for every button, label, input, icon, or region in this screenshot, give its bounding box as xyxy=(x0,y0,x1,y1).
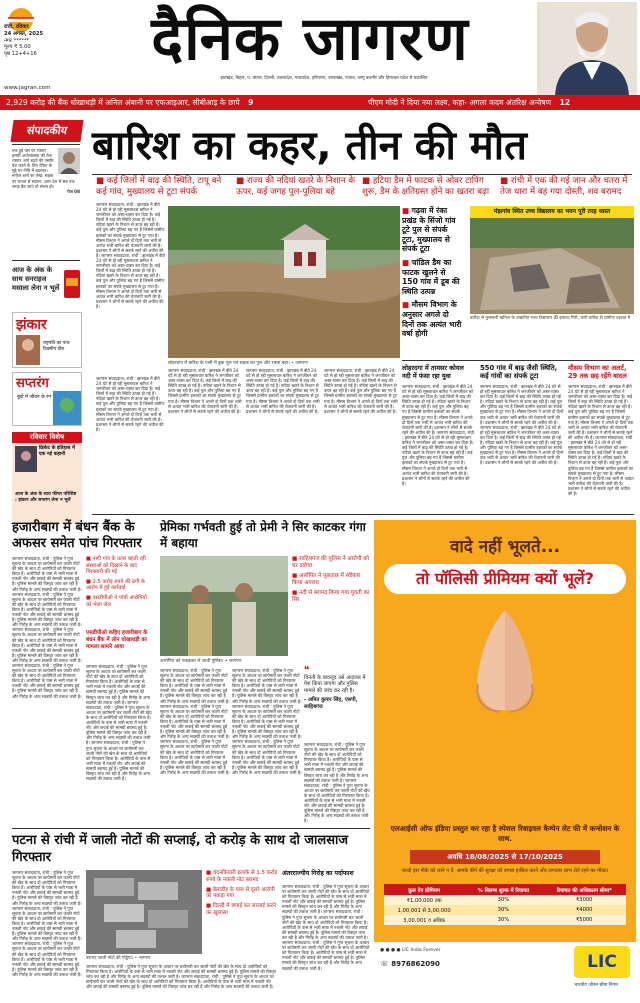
ad-table-cell: ₹3000 xyxy=(575,897,593,903)
ad-whatsapp[interactable]: ☏ 8976862090 xyxy=(380,960,440,968)
key-point-2: ■ चांडिल डैम का फाटक खुलने से 150 गांव में डूब की स्थिति उत्पन्न xyxy=(402,257,460,296)
ticker-right-text: पीएम मोदी ने दिया नया लक्ष्य, कहा- अगला कदम अंतरिक्ष अन्वेषण xyxy=(368,98,552,107)
key-point-1: ■ गढ़वा में रंका प्रखंड के सिंजो गांव टूटे पुल से संपर्क टूटा, मुख्यालय से संपर्क टूटा xyxy=(402,206,456,254)
villages-text: जागरण संवाददाता, रांची : झारखंड में बीते 24 घंटे से हो रही मूसलाधार बारिश ने जनजीवन को अस्त-व्यस्त कर दिया है। कई जिलों में बाढ़ की स्थिति उत्पन्न हो गई है। नदियां खतरे के निशान से ऊपर बह रही हैं। कई पुल और पुलिया बह गए हैं जिससे ग्रामीण इलाकों का संपर्क मुख्यालय से टूट गया है। मौसम विभाग ने अगले दो दिनों तक भारी से अत्यंत भारी बारिश की चेतावनी जारी की है। प्रशासन ने लोगों से सतर्क रहने की अपील की है। जागरण संवाददाता, रांची : झारखंड में बीते 24 घंटे से हो रही मूसलाधार बारिश ने जनजीवन को अस्त-व्यस्त कर दिया है। कई जिलों में बाढ़ की स्थिति उत्पन्न हो गई है। नदियां खतरे के निशान से ऊपर बह रही हैं। कई पुल और पुलिया बह गए हैं जिससे ग्रामीण इलाकों का संपर्क मुख्यालय से टूट गया है। मौसम विभाग ने अगले दो दिनों तक भारी से अत्यंत भारी बारिश की चेतावनी जारी की है। प्रशासन ने लोगों से सतर्क रहने की अपील की है। xyxy=(480,384,564,466)
masthead-title: दैनिक जागरण xyxy=(151,4,469,74)
divider xyxy=(402,360,634,361)
ad-table-cell: 3,00,001 व अधिक xyxy=(403,918,446,924)
jagran-sun-logo-icon xyxy=(4,4,38,22)
ticker-right-page: 12 xyxy=(559,98,571,107)
notes-bullet-3: ■ दिल्ली में छपाई कर सप्लाई करने का खुलासा xyxy=(206,903,277,916)
divider xyxy=(92,514,634,515)
divider xyxy=(12,260,80,261)
notes-side-head: अंतरराज्यीय गिरोह का पर्दाफाश xyxy=(282,870,354,877)
masthead-meta xyxy=(4,24,66,58)
ravivar-special-box xyxy=(12,432,82,524)
editorial-summary xyxy=(12,148,80,258)
lead-article-col-3: जागरण संवाददाता, रांची : झारखंड में बीते 24 घंटे से हो रही मूसलाधार बारिश ने जनजीवन को अस्त-व्यस्त कर दिया है। कई जिलों में बाढ़ की स्थिति उत्पन्न हो गई है। नदियां खतरे के निशान से ऊपर बह रही हैं। कई पुल और पुलिया बह गए हैं जिससे ग्रामीण इलाकों का संपर्क मुख्यालय से टूट गया है। मौसम विभाग ने अगले दो दिनों तक भारी से अत्यंत भारी बारिश की चेतावनी जारी की है। प्रशासन ने लोगों से सतर्क रहने की अपील की है। xyxy=(246,368,320,414)
ravivar-text: क्रिकेट के इतिहास में एक नई कहानी xyxy=(39,446,75,457)
key-point-3: ■ मौसम विभाग के अनुसार अगले दो दिनों तक अत्यंत भारी वर्षा होगी xyxy=(402,300,462,339)
ganga-bullet-1: ■ साहिबगंज की पुलिस ने आरोपी को धर दबोचा xyxy=(292,556,369,569)
ganga-photo-caption: आरोपित को पकड़कर ले जाती पुलिस। • जागरण xyxy=(160,659,242,664)
lead-bullet-3: ■ हटिया डैम में फाटक से ओवर टापिंग शुरू, डैम के क्षतिग्रस्त होने का खतरा बढ़ा xyxy=(362,176,490,197)
lead-bullet-4: ■ रांची में एक की गई जान और चतरा में तेज धारा में बह गया दोस्ती, शव बरामद xyxy=(500,176,628,197)
ad-table-cell: ₹5000 xyxy=(575,917,593,923)
divider xyxy=(12,144,80,145)
ravivar-photo xyxy=(15,446,37,472)
ganga-bullets xyxy=(292,556,370,604)
praying-hands-image xyxy=(444,604,566,714)
hazaribagh-bullet-1: ■ नागी गांव के ऊपर बहती रही संस्थाओं को दिखाने के बाद गिरफ्तारी की गई xyxy=(86,556,146,576)
saptrang-cover-image xyxy=(53,391,81,425)
ad-footer xyxy=(374,942,636,999)
editorial-text: एक हुई यस एट रफ्तार : हमारी अर्थव्यवस्था की तेज रफ्तार आगे बढ़ने की तस्वीर पेश करने के लिए टेरिफ के मुद्दे पर नीति में बदलाव। मनोज शर्मा का लेख: सड़क पर जनता से सवाल: अगर देश में सब एक जगह बैठ जाएं तो संभव हो। xyxy=(12,148,75,189)
ad-table-header: कुल देय प्रीमियम xyxy=(408,887,441,894)
ad-table-cell: 1,00,001 से 3,00,000 xyxy=(397,908,451,914)
price: मूल्य ₹ 5.00 xyxy=(4,44,31,51)
date-line: रांची, रविवार xyxy=(4,24,29,30)
ganga-text-2: जागरण संवाददाता, रांची : पुलिस ने गुप्त सूचना के आधार पर छापेमारी कर जाली नोटों की खेप के साथ दो आरोपियों को गिरफ्तार किया है। आरोपियों के पास से भारी मात्रा में नकली नोट और छपाई की सामग्री बरामद हुई है। पुलिस मामले की विस्तृत जांच कर रही है और गिरोह के अन्य सदस्यों की तलाश जारी है। जागरण संवाददाता, रांची : पुलिस ने गुप्त सूचना के आधार पर छापेमारी कर जाली नोटों की खेप के साथ दो आरोपियों को गिरफ्तार किया है। आरोपियों के पास से भारी मात्रा में नकली नोट और छपाई की सामग्री बरामद हुई है। पुलिस मामले की विस्तृत जांच कर रही है और गिरोह के अन्य सदस्यों की तलाश जारी है। जागरण संवाददाता, रांची : पुलिस ने गुप्त सूचना के आधार पर छापेमारी कर जाली नोटों की खेप के साथ दो आरोपियों को गिरफ्तार किया है। आरोपियों के पास से भारी मात्रा में नकली नोट और छपाई की सामग्री बरामद हुई है। पुलिस मामले की विस्तृत जांच कर रही है और गिरोह के अन्य सदस्यों की तलाश जारी है। xyxy=(232,668,302,775)
ad-table-cell: 30% xyxy=(497,917,510,923)
ad-period: अवधि 18/08/2025 से 17/10/2025 xyxy=(410,850,600,864)
saptrang-title: सप्तरंग xyxy=(16,376,49,391)
lead-article-col-1b: जागरण संवाददाता, रांची : झारखंड में बीते 24 घंटे से हो रही मूसलाधार बारिश ने जनजीवन को अस्त-व्यस्त कर दिया है। कई जिलों में बाढ़ की स्थिति उत्पन्न हो गई है। नदियां खतरे के निशान से ऊपर बह रही हैं। कई पुल और पुलिया बह गए हैं जिससे ग्रामीण इलाकों का संपर्क मुख्यालय से टूट गया है। मौसम विभाग ने अगले दो दिनों तक भारी से अत्यंत भारी बारिश की चेतावनी जारी की है। प्रशासन ने लोगों से सतर्क रहने की अपील की है। xyxy=(96,376,165,432)
lic-advertisement[interactable] xyxy=(374,520,636,999)
ticker-left-text: 2,929 करोड़ की बैंक धोखाधड़ी में अनिल अंबानी पर एफआइआर, सीबीआइ के छापे xyxy=(6,98,240,107)
notes-bullet-2: ■ बेलाडीह के पास से दूसरे आरोपी को पकड़ा गया xyxy=(206,886,275,900)
fake-notes-text-1: जागरण संवाददाता, रांची : पुलिस ने गुप्त सूचना के आधार पर छापेमारी कर जाली नोटों की खेप के साथ दो आरोपियों को गिरफ्तार किया है। आरोपियों के पास से भारी मात्रा में नकली नोट और छपाई की सामग्री बरामद हुई है। पुलिस मामले की विस्तृत जांच कर रही है और गिरोह के अन्य सदस्यों की तलाश जारी है। जागरण संवाददाता, रांची : पुलिस ने गुप्त सूचना के आधार पर छापेमारी कर जाली नोटों की खेप के साथ दो आरोपियों को गिरफ्तार किया है। आरोपियों के पास से भारी मात्रा में नकली नोट और छपाई की सामग्री बरामद हुई है। पुलिस मामले की विस्तृत जांच कर रही है और गिरोह के अन्य सदस्यों की तलाश जारी है। जागरण संवाददाता, रांची : पुलिस ने गुप्त सूचना के आधार पर छापेमारी कर जाली नोटों की खेप के साथ दो आरोपियों को गिरफ्तार किया है। आरोपियों के पास से भारी मात्रा में नकली नोट और छपाई की सामग्री बरामद हुई है। पुलिस मामले की विस्तृत जांच कर रही है और गिरोह के अन्य सदस्यों की तलाश जारी है। xyxy=(12,870,82,977)
collapsed-school-photo xyxy=(470,218,634,314)
hazaribagh-text-2: जागरण संवाददाता, रांची : पुलिस ने गुप्त सूचना के आधार पर छापेमारी कर जाली नोटों की खेप के साथ दो आरोपियों को गिरफ्तार किया है। आरोपियों के पास से भारी मात्रा में नकली नोट और छपाई की सामग्री बरामद हुई है। पुलिस मामले की विस्तृत जांच कर रही है और गिरोह के अन्य सदस्यों की तलाश जारी है। जागरण संवाददाता, रांची : पुलिस ने गुप्त सूचना के आधार पर छापेमारी कर जाली नोटों की खेप के साथ दो आरोपियों को गिरफ्तार किया है। आरोपियों के पास से भारी मात्रा में नकली नोट और छपाई की सामग्री बरामद हुई है। पुलिस मामले की विस्तृत जांच कर रही है और गिरोह के अन्य सदस्यों की तलाश जारी है। जागरण संवाददाता, रांची : पुलिस ने गुप्त सूचना के आधार पर छापेमारी कर जाली नोटों की खेप के साथ दो आरोपियों को गिरफ्तार किया है। आरोपियों के पास से भारी मात्रा में नकली नोट और छपाई की सामग्री बरामद हुई है। पुलिस मामले की विस्तृत जांच कर रही है और गिरोह के अन्य सदस्यों की तलाश जारी है। xyxy=(86,664,152,782)
ganga-text-1: जागरण संवाददाता, रांची : पुलिस ने गुप्त सूचना के आधार पर छापेमारी कर जाली नोटों की खेप के साथ दो आरोपियों को गिरफ्तार किया है। आरोपियों के पास से भारी मात्रा में नकली नोट और छपाई की सामग्री बरामद हुई है। पुलिस मामले की विस्तृत जांच कर रही है और गिरोह के अन्य सदस्यों की तलाश जारी है। जागरण संवाददाता, रांची : पुलिस ने गुप्त सूचना के आधार पर छापेमारी कर जाली नोटों की खेप के साथ दो आरोपियों को गिरफ्तार किया है। आरोपियों के पास से भारी मात्रा में नकली नोट और छपाई की सामग्री बरामद हुई है। पुलिस मामले की विस्तृत जांच कर रही है और गिरोह के अन्य सदस्यों की तलाश जारी है। जागरण संवाददाता, रांची : पुलिस ने गुप्त सूचना के आधार पर छापेमारी कर जाली नोटों की खेप के साथ दो आरोपियों को गिरफ्तार किया है। आरोपियों के पास से भारी मात्रा में नकली नोट और छपाई की सामग्री बरामद हुई है। पुलिस मामले की विस्तृत जांच कर रही है और गिरोह के अन्य सदस्यों की तलाश जारी है। xyxy=(160,668,230,775)
editorial-page-ref[interactable]: पेज 08 xyxy=(67,188,80,194)
weather-alert-text: जागरण संवाददाता, रांची : झारखंड में बीते 24 घंटे से हो रही मूसलाधार बारिश ने जनजीवन को अस्त-व्यस्त कर दिया है। कई जिलों में बाढ़ की स्थिति उत्पन्न हो गई है। नदियां खतरे के निशान से ऊपर बह रही हैं। कई पुल और पुलिया बह गए हैं जिससे ग्रामीण इलाकों का संपर्क मुख्यालय से टूट गया है। मौसम विभाग ने अगले दो दिनों तक भारी से अत्यंत भारी बारिश की चेतावनी जारी की है। प्रशासन ने लोगों से सतर्क रहने की अपील की है। जागरण संवाददाता, रांची : झारखंड में बीते 24 घंटे से हो रही मूसलाधार बारिश ने जनजीवन को अस्त-व्यस्त कर दिया है। कई जिलों में बाढ़ की स्थिति उत्पन्न हो गई है। नदियां खतरे के निशान से ऊपर बह रही हैं। कई पुल और पुलिया बह गए हैं जिससे ग्रामीण इलाकों का संपर्क मुख्यालय से टूट गया है। मौसम विभाग ने अगले दो दिनों तक भारी से अत्यंत भारी बारिश की चेतावनी जारी की है। प्रशासन ने लोगों से सतर्क रहने की अपील की है। xyxy=(568,384,634,496)
hazaribagh-box-head: एसडीपीओ कहिए हजारीबाग के बंधन बैंक में लोन धोखाधड़ी का मामला सामने आया xyxy=(86,630,148,650)
fake-notes-text-2: जागरण संवाददाता, रांची : पुलिस ने गुप्त सूचना के आधार पर छापेमारी कर जाली नोटों की खेप के साथ दो आरोपियों को गिरफ्तार किया है। आरोपियों के पास से भारी मात्रा में नकली नोट और छपाई की सामग्री बरामद हुई है। पुलिस मामले की विस्तृत जांच कर रही है और गिरोह के अन्य सदस्यों की तलाश जारी है। जागरण संवाददाता, रांची : पुलिस ने गुप्त सूचना के आधार पर छापेमारी कर जाली नोटों की खेप के साथ दो आरोपियों को गिरफ्तार किया है। आरोपियों के पास से भारी मात्रा में नकली नोट और छपाई की सामग्री बरामद हुई है। पुलिस मामले की विस्तृत जांच कर रही है और गिरोह के अन्य सदस्यों की तलाश जारी है। जागरण संवाददाता, रांची : पुलिस ने गुप्त सूचना के आधार पर छापेमारी कर जाली नोटों की खेप के साथ दो आरोपियों को गिरफ्तार किया है। आरोपियों के पास से भारी मात्रा में नकली नोट और छपाई की सामग्री बरामद हुई है। पुलिस मामले की विस्तृत जांच कर रही है और गिरोह के अन्य सदस्यों की तलाश जारी है। xyxy=(282,884,370,971)
editorial-heading: संपादकीय xyxy=(10,120,83,142)
pages: पृष्ठ 12+4+16 xyxy=(4,51,37,58)
ganga-quote: ❝ विनती के बावजूद उसे अदालत में पेश किया जाएगा और पुलिस मामले की जांच कर रही है। - अमित कुमार सिंह, एसपी, साहिबगंज xyxy=(304,665,366,710)
ad-table-cell: 30% xyxy=(497,897,510,903)
ad-contact: जल्दी इस मौके को जाने न दें. आपके बीमे की सुरक्षा को वापस हासिल करने और लगातार लाभ लेते रहने का मौका। xyxy=(401,868,609,874)
masala-pack-icon xyxy=(62,268,82,300)
ad-table-cell: ₹1,00,000 तक xyxy=(406,898,442,904)
lead-article-col-2: जागरण संवाददाता, रांची : झारखंड में बीते 24 घंटे से हो रही मूसलाधार बारिश ने जनजीवन को अस्त-व्यस्त कर दिया है। कई जिलों में बाढ़ की स्थिति उत्पन्न हो गई है। नदियां खतरे के निशान से ऊपर बह रही हैं। कई पुल और पुलिया बह गए हैं जिससे ग्रामीण इलाकों का संपर्क मुख्यालय से टूट गया है। मौसम विभाग ने अगले दो दिनों तक भारी से अत्यंत भारी बारिश की चेतावनी जारी की है। प्रशासन ने लोगों से सतर्क रहने की अपील की है। xyxy=(168,368,242,414)
flood-photo xyxy=(168,206,400,358)
ravivar-title: रविवार विशेष xyxy=(12,432,82,443)
hazaribagh-bullet-3: ■ एसडीपीओ ने पांचों आरोपियों को भेजा जेल xyxy=(86,594,147,608)
ganga-headline[interactable]: प्रेमिका गर्भवती हुई तो प्रेमी ने सिर काटकर गंगा में बहाया xyxy=(160,520,366,550)
divider xyxy=(92,174,632,175)
jhankar-promo[interactable] xyxy=(12,312,82,368)
sunrise-promo: आज के अंक के साथ सनराइज मसाला लेना न भूलें xyxy=(12,266,60,292)
ad-concession-table xyxy=(384,884,626,925)
saptrang-subtitle: बूंदों में जीवन के रंग xyxy=(17,395,51,400)
author-photo xyxy=(58,148,80,174)
ganga-bullet-2: ■ आरोपित ने पूछताछ में स्वीकार किया अपराध xyxy=(292,573,361,586)
fake-notes-headline[interactable]: पटना से रांची में जाली नोटों की सप्लाई, दो करोड़ के साथ दो जालसाज गिरफ्तार xyxy=(12,833,349,865)
city: नगर ****** xyxy=(4,37,30,44)
masthead-editions: झारखंड, बिहार, प. बंगाल, दिल्ली, उत्तरप्रदेश, मध्यप्रदेश, हरियाणा, उत्तराखंड, पंजाब, जम्मू कश्मीर और हिमाचल प्रदेश से प्रकाशित xyxy=(220,76,428,81)
pm-portrait-image xyxy=(537,2,637,96)
hazaribagh-bullet-2: ■ 2.5 करोड़ रुपये की ठगी के आरोप में हुई कार्रवाई xyxy=(86,578,145,592)
school-photo-title: मंझगांव स्थित उच्च विद्यालय का भवन पूरी तरह ध्वस्त xyxy=(470,206,634,218)
jhankar-title: झंकार xyxy=(16,317,47,333)
school-photo-caption: बारिश से मुसाबनी खनिज के उत्क्रमित मध्य विद्यालय की इमारत गिरी, भारी बारिश से ग्रामीण दहशत में xyxy=(470,316,631,321)
ticker-left-item[interactable] xyxy=(6,97,253,108)
ad-body: एलआईसी ऑफ इंडिया प्रस्तुत कर रहा है स्पेशल रिवाइवल कैम्पेन लेट फी में कन्सेशन के साथ. xyxy=(390,824,620,843)
ad-table-header: % विलम्ब शुल्क में रियायत xyxy=(477,887,530,894)
fake-notes-caption: बरामद जाली नोटों की गड्डियां। • जागरण xyxy=(86,956,151,961)
lic-logo: LIC xyxy=(574,946,630,978)
lead-headline[interactable]: बारिश का कहर, तीन की मौत xyxy=(92,123,527,169)
sub-story-text: जागरण संवाददाता, रांची : झारखंड में बीते 24 घंटे से हो रही मूसलाधार बारिश ने जनजीवन को अस्त-व्यस्त कर दिया है। कई जिलों में बाढ़ की स्थिति उत्पन्न हो गई है। नदियां खतरे के निशान से ऊपर बह रही हैं। कई पुल और पुलिया बह गए हैं जिससे ग्रामीण इलाकों का संपर्क मुख्यालय से टूट गया है। मौसम विभाग ने अगले दो दिनों तक भारी से अत्यंत भारी बारिश की चेतावनी जारी की है। प्रशासन ने लोगों से सतर्क रहने की अपील की है। जागरण संवाददाता, रांची : झारखंड में बीते 24 घंटे से हो रही मूसलाधार बारिश ने जनजीवन को अस्त-व्यस्त कर दिया है। कई जिलों में बाढ़ की स्थिति उत्पन्न हो गई है। नदियां खतरे के निशान से ऊपर बह रही हैं। कई पुल और पुलिया बह गए हैं जिससे ग्रामीण इलाकों का संपर्क मुख्यालय से टूट गया है। मौसम विभाग ने अगले दो दिनों तक भारी से अत्यंत भारी बारिश की चेतावनी जारी की है। प्रशासन ने लोगों से सतर्क रहने की अपील की है। xyxy=(402,384,474,486)
notes-bullet-1: ■ चंदनकियारी इलाके से 1.5 करोड़ रुपये के नकली नोट बरामद xyxy=(206,870,278,883)
ticker-left-page: 9 xyxy=(248,98,254,107)
ganga-text-3: जागरण संवाददाता, रांची : पुलिस ने गुप्त सूचना के आधार पर छापेमारी कर जाली नोटों की खेप के साथ दो आरोपियों को गिरफ्तार किया है। आरोपियों के पास से भारी मात्रा में नकली नोट और छपाई की सामग्री बरामद हुई है। पुलिस मामले की विस्तृत जांच कर रही है और गिरोह के अन्य सदस्यों की तलाश जारी है। जागरण संवाददाता, रांची : पुलिस ने गुप्त सूचना के आधार पर छापेमारी कर जाली नोटों की खेप के साथ दो आरोपियों को गिरफ्तार किया है। आरोपियों के पास से भारी मात्रा में नकली नोट और छपाई की सामग्री बरामद हुई है। पुलिस मामले की विस्तृत जांच कर रही है और गिरोह के अन्य सदस्यों की तलाश जारी है। xyxy=(304,742,370,824)
lead-article-col-4: जागरण संवाददाता, रांची : झारखंड में बीते 24 घंटे से हो रही मूसलाधार बारिश ने जनजीवन को अस्त-व्यस्त कर दिया है। कई जिलों में बाढ़ की स्थिति उत्पन्न हो गई है। नदियां खतरे के निशान से ऊपर बह रही हैं। कई पुल और पुलिया बह गए हैं जिससे ग्रामीण इलाकों का संपर्क मुख्यालय से टूट गया है। मौसम विभाग ने अगले दो दिनों तक भारी से अत्यंत भारी बारिश की चेतावनी जारी की है। प्रशासन ने लोगों से सतर्क रहने की अपील की है। xyxy=(324,368,398,414)
ravivar-text-2: आज के अंक के साथ फीचर परिशिष्ट : झंकार और सप्तरंग लेना न भूलें xyxy=(15,492,77,503)
divider xyxy=(12,828,370,829)
hazaribagh-text: जागरण संवाददाता, रांची : पुलिस ने गुप्त सूचना के आधार पर छापेमारी कर जाली नोटों की खेप के साथ दो आरोपियों को गिरफ्तार किया है। आरोपियों के पास से भारी मात्रा में नकली नोट और छपाई की सामग्री बरामद हुई है। पुलिस मामले की विस्तृत जांच कर रही है और गिरोह के अन्य सदस्यों की तलाश जारी है। जागरण संवाददाता, रांची : पुलिस ने गुप्त सूचना के आधार पर छापेमारी कर जाली नोटों की खेप के साथ दो आरोपियों को गिरफ्तार किया है। आरोपियों के पास से भारी मात्रा में नकली नोट और छपाई की सामग्री बरामद हुई है। पुलिस मामले की विस्तृत जांच कर रही है और गिरोह के अन्य सदस्यों की तलाश जारी है। जागरण संवाददाता, रांची : पुलिस ने गुप्त सूचना के आधार पर छापेमारी कर जाली नोटों की खेप के साथ दो आरोपियों को गिरफ्तार किया है। आरोपियों के पास से भारी मात्रा में नकली नोट और छपाई की सामग्री बरामद हुई है। पुलिस मामले की विस्तृत जांच कर रही है और गिरोह के अन्य सदस्यों की तलाश जारी है। जागरण संवाददाता, रांची : पुलिस ने गुप्त सूचना के आधार पर छापेमारी कर जाली नोटों की खेप के साथ दो आरोपियों को गिरफ्तार किया है। आरोपियों के पास से भारी मात्रा में नकली नोट और छपाई की सामग्री बरामद हुई है। पुलिस मामले की विस्तृत जांच कर रही है और गिरोह के अन्य सदस्यों की तलाश जारी है। xyxy=(12,556,82,699)
saptrang-promo[interactable] xyxy=(12,372,82,426)
hazaribagh-bullets xyxy=(86,556,152,608)
lead-key-points xyxy=(402,206,462,339)
hazaribagh-headline[interactable]: हजारीबाग में बंधन बैंक के अफसर समेत पांच गिरफ्तार xyxy=(12,520,142,551)
ganga-arrest-photo xyxy=(160,556,288,656)
ticker-right-item[interactable] xyxy=(368,97,570,108)
fake-notes-text-3: जागरण संवाददाता, रांची : पुलिस ने गुप्त सूचना के आधार पर छापेमारी कर जाली नोटों की खेप के साथ दो आरोपियों को गिरफ्तार किया है। आरोपियों के पास से भारी मात्रा में नकली नोट और छपाई की सामग्री बरामद हुई है। पुलिस मामले की विस्तृत जांच कर रही है और गिरोह के अन्य सदस्यों की तलाश जारी है। जागरण संवाददाता, रांची : पुलिस ने गुप्त सूचना के आधार पर छापेमारी कर जाली नोटों की खेप के साथ दो आरोपियों को गिरफ्तार किया है। आरोपियों के पास से भारी मात्रा में नकली नोट और छपाई की सामग्री बरामद हुई है। पुलिस मामले की विस्तृत जांच कर रही है और गिरोह के अन्य सदस्यों की तलाश जारी है। xyxy=(86,964,277,990)
ad-table-cell: ₹4000 xyxy=(575,907,593,913)
fake-notes-photo xyxy=(86,870,202,954)
flood-photo-caption: लोहरदगा में बारिश के पानी में डूबा पुल एवं सड़क का पुल और रास्ता बहा। • जागरण xyxy=(168,361,308,366)
fake-notes-bullets xyxy=(206,870,278,917)
villages-head[interactable]: 550 गांव में बाढ़ जैसी स्थिति, कई गांवों का संपर्क टूटा xyxy=(480,364,558,381)
sub-story-head[interactable]: लोहरदगा में तामसर कोयल नदी में फंसा रहा युवा xyxy=(402,364,464,380)
ad-table-cell: 30% xyxy=(497,907,510,913)
ad-tagline: वादे नहीं भूलते... xyxy=(449,537,561,557)
weather-alert-head[interactable]: मौसम विभाग का अलर्ट, 29 तक छह रहेंगे बादल xyxy=(568,364,627,381)
lic-logo-sub: भारतीय जीवन बीमा निगम xyxy=(574,983,618,988)
lead-article-col-1: जागरण संवाददाता, रांची : झारखंड में बीते 24 घंटे से हो रही मूसलाधार बारिश ने जनजीवन को अस्त-व्यस्त कर दिया है। कई जिलों में बाढ़ की स्थिति उत्पन्न हो गई है। नदियां खतरे के निशान से ऊपर बह रही हैं। कई पुल और पुलिया बह गए हैं जिससे ग्रामीण इलाकों का संपर्क मुख्यालय से टूट गया है। मौसम विभाग ने अगले दो दिनों तक भारी से अत्यंत भारी बारिश की चेतावनी जारी की है। प्रशासन ने लोगों से सतर्क रहने की अपील की है। जागरण संवाददाता, रांची : झारखंड में बीते 24 घंटे से हो रही मूसलाधार बारिश ने जनजीवन को अस्त-व्यस्त कर दिया है। कई जिलों में बाढ़ की स्थिति उत्पन्न हो गई है। नदियां खतरे के निशान से ऊपर बह रही हैं। कई पुल और पुलिया बह गए हैं जिससे ग्रामीण इलाकों का संपर्क मुख्यालय से टूट गया है। मौसम विभाग ने अगले दो दिनों तक भारी से अत्यंत भारी बारिश की चेतावनी जारी की है। प्रशासन ने लोगों से सतर्क रहने की अपील की है। xyxy=(96,202,165,309)
top-news-ticker xyxy=(0,95,640,110)
ganga-bullet-3: ■ नदी से बरामद किया गया युवती का सिर xyxy=(292,590,370,603)
lead-bullet-1: ■ कई जिलों में बाढ़ की स्थिति, टापू बने कई गांव, मुख्यालय से टूटा संपर्क xyxy=(96,176,222,197)
website-url[interactable]: www.jagran.com xyxy=(4,85,51,91)
date: 24 अगस्त, 2025 xyxy=(4,30,44,37)
lead-bullet-2: ■ राज्य की नदियां खतरे के निशान के ऊपर, कई जगह पुल-पुलिया बहे xyxy=(236,176,355,197)
ad-table-header: रियायत की अधिकतम सीमा* xyxy=(556,887,612,894)
ad-social: ● ● ● ● LIC India Forever xyxy=(380,948,441,953)
jhankar-subtitle: राष्ट्रपति का पांच दिवसीय दौरा xyxy=(43,341,70,352)
ad-headline: तो पॉलिसी प्रीमियम क्यों भूलें? xyxy=(384,564,626,594)
jhankar-cover-image xyxy=(16,335,40,365)
